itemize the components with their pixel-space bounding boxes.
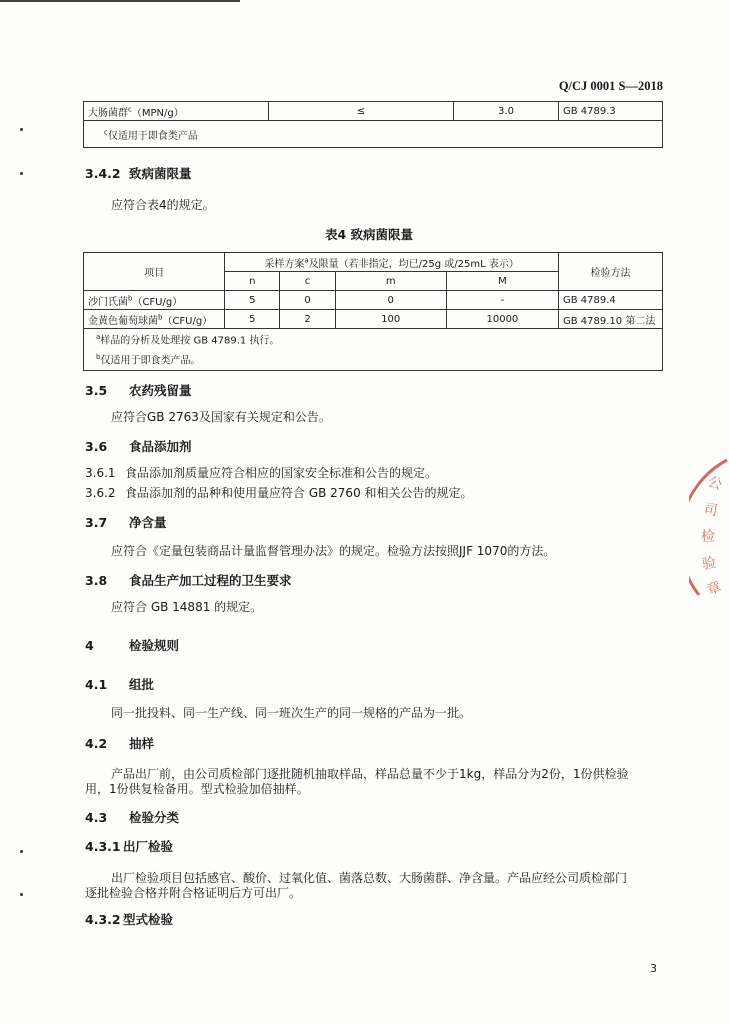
table-cell: GB 4789.3 (559, 102, 663, 121)
svg-text:章: 章 (704, 578, 724, 599)
table-notes: $^a$样品的分析及处理按 GB 4789.1 执行。 $^b$仅适用于即食类产品。 (84, 329, 663, 371)
col-m: m (335, 272, 446, 291)
table-cell: 3.0 (454, 102, 559, 121)
table-3-tail (83, 101, 663, 148)
table-cell: 沙门氏菌$^b$（CFU/g） (84, 291, 225, 310)
section-4-heading: 4 检验规则 (85, 638, 180, 653)
section-3-5-text: 应符合GB 2763及国家有关规定和公告。 (111, 410, 331, 424)
table-cell: 大肠菌群$^c$（MPN/g） (84, 102, 269, 121)
table-note: $^c$仅适用于即食类产品 (84, 121, 663, 148)
table-cell: ≤ (269, 102, 454, 121)
table-row (84, 310, 663, 329)
table-header-row (84, 253, 663, 272)
scan-speck (20, 128, 23, 131)
table-row (84, 102, 663, 121)
table-row (84, 291, 663, 310)
company-seal-stamp (689, 455, 729, 605)
table-row (84, 121, 663, 148)
table-cell: 2 (280, 310, 335, 329)
section-3-6-2: 3.6.2 食品添加剂的品种和使用量应符合 GB 2760 和相关公告的规定。 (85, 486, 473, 500)
table-cell: 5 (225, 291, 280, 310)
section-4-3-2-heading: 4.3.2 型式检验 (85, 912, 174, 927)
scan-speck (20, 893, 23, 896)
section-3-5-heading: 3.5 农药残留量 (85, 383, 192, 398)
top-border-line (0, 0, 240, 2)
section-3-8-text: 应符合 GB 14881 的规定。 (111, 600, 263, 614)
svg-text:公: 公 (705, 473, 725, 494)
col-c: c (280, 272, 335, 291)
section-4-3-1-heading: 4.3.1 出厂检验 (85, 839, 174, 854)
section-4-3-1-text-line2: 逐批检验合格并附合格证明后方可出厂。 (85, 886, 302, 900)
section-3-4-2-text: 应符合表4的规定。 (111, 198, 215, 212)
table-cell: GB 4789.4 (559, 291, 663, 310)
header-method: 检验方法 (559, 253, 663, 291)
section-3-8-heading: 3.8 食品生产加工过程的卫生要求 (85, 573, 292, 588)
table-cell: 金黄色葡萄球菌$^b$（CFU/g） (84, 310, 225, 329)
item-unit: （MPN/g） (131, 107, 184, 119)
item-name: 大肠菌群 (88, 107, 128, 119)
section-3-7-text: 应符合《定量包装商品计量监督管理办法》的规定。检验方法按照JJF 1070的方法。 (111, 544, 556, 558)
col-M: M (446, 272, 558, 291)
section-4-3-heading: 4.3 检验分类 (85, 810, 180, 825)
section-4-3-1-text-line1: 出厂检验项目包括感官、酸价、过氧化值、菌落总数、大肠菌群、净含量。产品应经公司质检部门 (111, 871, 628, 885)
table-cell: 10000 (446, 310, 558, 329)
section-3-6-heading: 3.6 食品添加剂 (85, 439, 192, 454)
col-n: n (225, 272, 280, 291)
section-4-1-text: 同一批投料、同一生产线、同一班次生产的同一规格的产品为一批。 (111, 706, 472, 720)
table-cell: 100 (335, 310, 446, 329)
header-plan: 采样方案$^a$及限量（若非指定，均已/25g 或/25mL 表示） (225, 253, 559, 272)
scan-speck (20, 850, 23, 853)
document-code: Q/CJ 0001 S—2018 (558, 79, 663, 93)
section-4-2-text-line2: 用，1份供复检备用。型式检验加倍抽样。 (85, 782, 309, 796)
scan-speck (20, 172, 23, 175)
section-4-2-heading: 4.2 抽样 (85, 736, 155, 751)
section-4-2-text-line1: 产品出厂前，由公司质检部门逐批随机抽取样品，样品总量不少于1kg，样品分为2份，1份供检验 (111, 767, 629, 781)
table-4 (83, 252, 663, 371)
table-4-caption: 表4 致病菌限量 (325, 227, 414, 242)
section-3-7-heading: 3.7 净含量 (85, 515, 167, 530)
section-4-1-heading: 4.1 组批 (85, 677, 155, 692)
table-cell: - (446, 291, 558, 310)
svg-text:司: 司 (702, 501, 719, 520)
table-cell: 0 (280, 291, 335, 310)
section-3-4-2-heading: 3.4.2 致病菌限量 (85, 166, 192, 181)
svg-text:验: 验 (700, 554, 718, 573)
table-row (84, 329, 663, 371)
svg-text:检: 检 (701, 529, 715, 545)
table-cell: GB 4789.10 第二法 (559, 310, 663, 329)
section-3-6-1: 3.6.1 食品添加剂质量应符合相应的国家安全标准和公告的规定。 (85, 466, 438, 480)
page-number: 3 (650, 962, 657, 975)
table-cell: 0 (335, 291, 446, 310)
table-cell: 5 (225, 310, 280, 329)
header-item: 项目 (84, 253, 225, 291)
